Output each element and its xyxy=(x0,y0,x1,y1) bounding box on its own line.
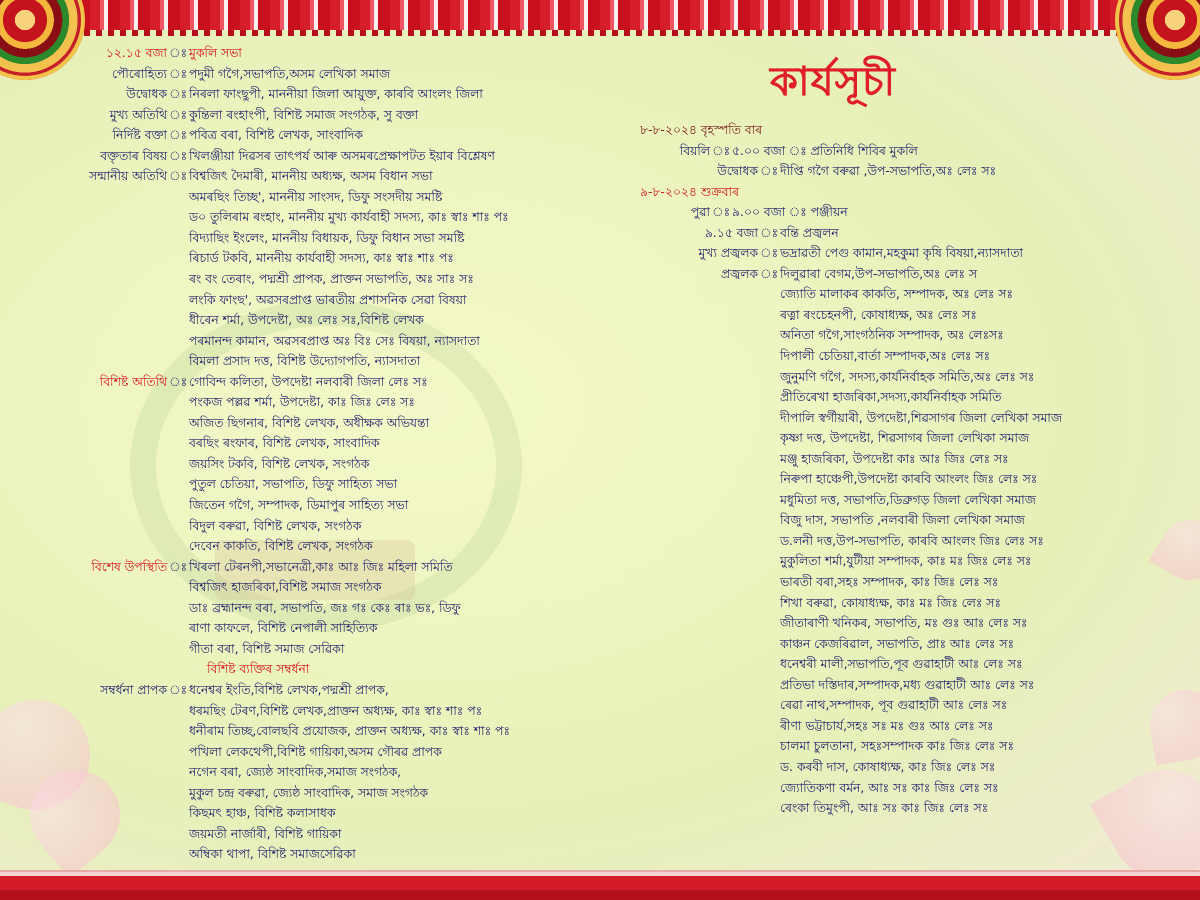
row-label: পুৱা xyxy=(690,205,710,220)
right-medallion-ornament xyxy=(1115,0,1200,80)
programme-row xyxy=(40,413,560,434)
schedule-row xyxy=(640,757,1160,778)
row-label: বিশিষ্ট অতিথি xyxy=(99,374,167,389)
colon-separator: ঃ xyxy=(168,169,188,184)
row-value: কাঞ্চন কেজৰিৱাল, সভাপতি, প্ৰাঃ আঃ লেঃ সঃ xyxy=(780,636,1015,651)
schedule-row xyxy=(640,798,1160,819)
row-value: ধীৰেন শৰ্মা, উপদেষ্টা, অঃ লেঃ সঃ,বিশিষ্ট লেখক xyxy=(189,313,424,328)
programme-row xyxy=(40,742,560,763)
row-value: জীতাৰাণী খনিকৰ, সভাপতি, মঃ গুঃ আঃ লেঃ সঃ xyxy=(780,616,1028,631)
programme-row xyxy=(40,433,560,454)
schedule-row xyxy=(640,223,1160,244)
schedule-row xyxy=(640,367,1160,388)
row-value: খিৰলা টেৰনপী,সভানেত্ৰী,কাঃ আঃ জিঃ মহিলা সমিতি xyxy=(189,559,453,574)
date-heading: ৮-৮-২০২৪ বৃহস্পতি বাৰ xyxy=(640,123,763,137)
programme-row xyxy=(40,228,560,249)
schedule-row xyxy=(640,716,1160,737)
row-value: ড. কৰবী দাস, কোষাধ্যক্ষ, কাঃ জিঃ লেঃ সঃ xyxy=(780,759,996,774)
schedule-row xyxy=(640,778,1160,799)
programme-row xyxy=(40,516,560,537)
row-value: জিতেন গগৈ, সম্পাদক, ডিমাপুৰ সাহিত্য সভা xyxy=(189,498,409,513)
programme-row xyxy=(40,310,560,331)
row-value: গীতা বৰা, বিশিষ্ট সমাজ সেৱিকা xyxy=(189,641,345,656)
row-value: অনিতা গগৈ,সাংগঠনিক সম্পাদক, অঃ লেঃসঃ xyxy=(780,328,1004,343)
row-value: চালমা চুলতানা, সহঃসম্পাদক কাঃ জিঃ লেঃ সঃ xyxy=(780,739,1014,754)
programme-row xyxy=(40,146,560,167)
programme-row xyxy=(40,557,560,578)
schedule-row xyxy=(640,572,1160,593)
row-value: জয়সিং টকবি, বিশিষ্ট লেখক, সংগঠক xyxy=(189,456,370,471)
colon-separator: ঃ xyxy=(711,205,731,220)
row-value: ৰং বং তেৰাং, পদ্মশ্ৰী প্ৰাপক, প্ৰাক্তন সভাপতি, অঃ সাঃ সঃ xyxy=(189,272,474,287)
row-value: কিছমৎ হাঞ্চ, বিশিষ্ট কলাসাধক xyxy=(189,806,336,821)
programme-row xyxy=(40,803,560,824)
row-label: পৌৰোহিত্য xyxy=(111,66,167,81)
row-value: বৰছিং ৰংফাৰ, বিশিষ্ট লেখক, সাংবাদিক xyxy=(189,436,380,451)
row-label: উদ্বোধক xyxy=(717,164,758,179)
row-value: জ্যোতিকণা বৰ্মন, আঃ সঃ কাঃ জিঃ লেঃ সঃ xyxy=(780,780,999,795)
programme-row xyxy=(40,824,560,845)
colon-separator: ঃ xyxy=(759,164,779,179)
schedule-row xyxy=(640,551,1160,572)
row-label: বিয়লি xyxy=(679,143,710,158)
programme-row xyxy=(40,105,560,126)
row-value: ৰেংকা তিমুংপী, আঃ সঃ কাঃ জিঃ লেঃ সঃ xyxy=(780,801,989,816)
row-value: দীপ্তি গগৈ বৰুৱা ,উপ-সভাপতি,অঃ লেঃ সঃ xyxy=(780,164,997,179)
row-value: দিলুৱাৰা বেগম,উপ-সভাপতি,অঃ লেঃ স xyxy=(780,266,978,281)
colon-separator: ঃ xyxy=(168,87,188,102)
row-label: মুখ্য প্ৰজ্বলক xyxy=(698,246,758,261)
row-value: নিৰুপা হাঞ্চেপী,উপদেষ্টা কাৰবি আংলং জিঃ লেঃ সঃ xyxy=(780,472,1038,487)
row-value: পৰমানন্দ কামান, অৱসৰপ্ৰাপ্ত অঃ বিঃ সেঃ বিষয়া, ন্যাসদাতা xyxy=(189,333,480,348)
row-label: মুখ্য অতিথি xyxy=(109,107,167,122)
programme-row xyxy=(40,372,560,393)
bottom-decorative-border xyxy=(0,870,1200,900)
schedule-row xyxy=(640,675,1160,696)
row-value: মুকুল চন্দ্ৰ বৰুৱা, জ্যেষ্ঠ সাংবাদিক, সমাজ সংগঠক xyxy=(189,785,429,800)
row-value: প্ৰীতিৰেখা হাজৰিকা,সদস্য,কাৰ্যনিৰ্বাহক সমিতি xyxy=(780,390,1002,405)
row-value: ৰাণা কাফলে, বিশিষ্ট নেপালী সাহিত্যিক xyxy=(189,621,378,636)
programme-row xyxy=(40,331,560,352)
row-value: ধনীৰাম তিচ্ছ,বোলছবি প্ৰযোজক, প্ৰাক্তন অধ্যক্ষ, কাঃ স্বাঃ শাঃ পঃ xyxy=(189,724,510,739)
row-value: জয়মতী নাৰ্জাৰী, বিশিষ্ট গায়িকা xyxy=(189,826,342,841)
row-value: দীপালি স্বৰ্গীয়াৰী, উপদেষ্টা,শিৱসাগৰ জিলা লেখিকা সমাজ xyxy=(780,410,1062,425)
row-value: অম্বিকা থাপা, বিশিষ্ট সমাজসেৱিকা xyxy=(189,847,356,862)
row-value: লংকি ফাংছ', অৱসৰপ্ৰাপ্ত ভাৰতীয় প্ৰশাসনিক সেৱা বিষয়া xyxy=(189,292,467,307)
colon-separator: ঃ xyxy=(759,225,779,240)
programme-row xyxy=(40,454,560,475)
programme-row xyxy=(40,536,560,557)
programme-row xyxy=(40,248,560,269)
programme-row xyxy=(40,351,560,372)
programme-row xyxy=(40,474,560,495)
schedule-row xyxy=(640,634,1160,655)
row-value: মুকলি সভা xyxy=(189,46,242,60)
programme-row xyxy=(40,269,560,290)
row-label: নিৰ্দিষ্ট বক্তা xyxy=(112,128,167,143)
schedule-row xyxy=(640,284,1160,305)
programme-row xyxy=(40,639,560,660)
programme-row xyxy=(40,598,560,619)
row-value: মুকুলিতা শৰ্মা,যুটীয়া সম্পাদক, কাঃ মঃ জিঃ লেঃ সঃ xyxy=(780,554,1032,569)
row-value: ধনেশ্বৰী মালী,সভাপতি,পূব গুৱাহাটী আঃ লেঃ সঃ xyxy=(780,657,1023,672)
row-label: সন্মানীয় অতিথি xyxy=(89,169,167,184)
row-value: বিমলা প্ৰসাদ দত্ত, বিশিষ্ট উদ্যোগপতি, ন্যাসদাতা xyxy=(189,354,421,369)
programme-row xyxy=(40,207,560,228)
colon-separator: ঃ xyxy=(168,107,188,122)
programme-row xyxy=(40,680,560,701)
left-programme-column xyxy=(40,43,560,865)
colon-separator: ঃ xyxy=(168,66,188,81)
schedule-row xyxy=(640,305,1160,326)
schedule-row xyxy=(640,387,1160,408)
row-value: পদুমী গগৈ,সভাপতি,অসম লেখিকা সমাজ xyxy=(189,66,390,81)
row-label: ৯.১৫ বজা xyxy=(704,225,758,240)
row-value: ৫.০০ বজা ঃ প্ৰতিনিধি শিবিৰ মুকলি xyxy=(732,143,918,158)
row-value: বিদুল বৰুৱা, বিশিষ্ট লেখক, সংগঠক xyxy=(189,518,362,533)
schedule-row xyxy=(640,264,1160,285)
right-programme-column xyxy=(640,120,1160,819)
row-value: নিৰলা ফাংছুপী, মাননীয়া জিলা আয়ুক্ত, কাৰবি আংলং জিলা xyxy=(189,87,483,102)
row-value: অমৰছিং তিচ্ছ', মাননীয় সাংসদ, ডিফু সংসদীয় সমষ্টি xyxy=(189,189,443,204)
row-value: ড০ তুলিৰাম ৰংহাং, মাননীয় মুখ্য কাৰ্যবাহী সদস্য, কাঃ স্বাঃ শাঃ পঃ xyxy=(189,210,509,225)
programme-row xyxy=(40,762,560,783)
schedule-row xyxy=(640,736,1160,757)
colon-separator: ঃ xyxy=(168,46,188,60)
row-value: মঞ্জু হাজৰিকা, উপদেষ্টা কাঃ আঃ জিঃ লেঃ সঃ xyxy=(780,451,1009,466)
row-value: বিজু দাস, সভাপতি ,নলবাৰী জিলা লেখিকা সমাজ xyxy=(780,513,1025,528)
colon-separator: ঃ xyxy=(168,148,188,163)
schedule-row xyxy=(640,346,1160,367)
schedule-row xyxy=(640,408,1160,429)
programme-row xyxy=(40,290,560,311)
programme-row xyxy=(40,701,560,722)
programme-row xyxy=(40,495,560,516)
row-value: ভদ্ৰাৱতী পেগু কামান,মহকুমা কৃষি বিষয়া,ন্যাসদাতা xyxy=(780,246,1023,261)
row-value: ভাৰতী বৰা,সহঃ সম্পাদক, কাঃ জিঃ লেঃ সঃ xyxy=(780,575,999,590)
schedule-row xyxy=(640,613,1160,634)
schedule-row xyxy=(640,654,1160,675)
row-value: ৰীণা ভট্টাচাৰ্য,সহঃ সঃ মঃ গুঃ আঃ লেঃ সঃ xyxy=(780,718,994,733)
schedule-row xyxy=(640,469,1160,490)
schedule-row xyxy=(640,428,1160,449)
row-value: পুতুল চেতিয়া, সভাপতি, ডিফু সাহিত্য সভা xyxy=(189,477,398,492)
row-value: পখিলা লেকথেপী,বিশিষ্ট গায়িকা,অসম গৌৰৱ প্ৰাপক xyxy=(189,744,442,759)
row-value: বন্তি প্ৰজ্বলন xyxy=(780,225,839,240)
row-label: প্ৰজ্বলক xyxy=(720,266,758,281)
programme-row xyxy=(40,187,560,208)
row-value: পংকজ পল্লৱ শৰ্মা, উপদেষ্টা, কাঃ জিঃ লেঃ সঃ xyxy=(189,395,415,410)
programme-row xyxy=(40,844,560,865)
schedule-row xyxy=(640,161,1160,182)
row-value: নগেন বৰা, জ্যেষ্ঠ সাংবাদিক,সমাজ সংগঠক, xyxy=(189,765,402,780)
row-label: সম্বৰ্ধনা প্ৰাপক xyxy=(100,682,167,697)
top-decorative-border xyxy=(0,0,1200,30)
row-value: ধৰমছিং টেৰণ,বিশিষ্ট লেখক,প্ৰাক্তন অধ্যক্ষ, কাঃ স্বাঃ শাঃ পঃ xyxy=(189,703,483,718)
programme-row xyxy=(40,783,560,804)
row-label: বিশেষ উপস্থিতি xyxy=(91,559,167,574)
schedule-row xyxy=(640,449,1160,470)
programme-row xyxy=(40,721,560,742)
date-heading: ৯-৮-২০২৪ শুক্ৰবাৰ xyxy=(640,184,739,199)
row-value: দেবেন কাকতি, বিশিষ্ট লেখক, সংগঠক xyxy=(189,539,373,554)
colon-separator: ঃ xyxy=(168,374,188,389)
row-value: বিশ্বজিৎ হাজৰিকা,বিশিষ্ট সমাজ সংগঠক xyxy=(189,580,382,595)
row-value: দিপালী চেতিয়া,বাৰ্তা সম্পাদক,অঃ লেঃ সঃ xyxy=(780,349,991,364)
row-value: গোবিন্দ কলিতা, উপদেষ্টা নলবাৰী জিলা লেঃ সঃ xyxy=(189,374,428,389)
schedule-row xyxy=(640,531,1160,552)
row-value: খিলঞ্জীয়া দিৱসৰ তাৎপৰ্য আৰু অসমৰপ্ৰেক্ষাপটত ইয়াৰ বিশ্লেষণ xyxy=(189,148,495,163)
schedule-row xyxy=(640,510,1160,531)
schedule-row xyxy=(640,243,1160,264)
row-value: অজিত ছিগনাৰ, বিশিষ্ট লেখক, অধীক্ষক অভিযন্তা xyxy=(189,415,430,430)
row-value: পবিত্ৰ বৰা, বিশিষ্ট লেখক, সাংবাদিক xyxy=(189,128,363,143)
colon-separator: ঃ xyxy=(759,266,779,281)
schedule-row xyxy=(640,490,1160,511)
section-subheading: বিশিষ্ট ব্যক্তিৰ সম্বৰ্ধনা xyxy=(207,662,310,677)
colon-separator: ঃ xyxy=(759,246,779,261)
page-title: কাৰ্যসূচী xyxy=(770,59,897,105)
row-value: বিশ্বজিৎ দৈমাৰী, মাননীয় অধ্যক্ষ, অসম বিধান সভা xyxy=(189,169,433,184)
row-value: জ্যোতি মালাকৰ কাকতি, সম্পাদক, অঃ লেঃ সঃ xyxy=(780,287,1013,302)
programme-row xyxy=(40,618,560,639)
programme-row xyxy=(40,84,560,105)
schedule-row xyxy=(640,141,1160,162)
schedule-row xyxy=(640,202,1160,223)
row-value: ৰেৱা নাথ,সম্পাদক, পূব গুৱাহাটী আঃ লেঃ সঃ xyxy=(780,698,1008,713)
schedule-row xyxy=(640,695,1160,716)
row-value: মধুমিতা দত্ত, সভাপতি,ডিব্ৰুগড় জিলা লেখিকা সমাজ xyxy=(780,492,1036,507)
row-value: ধনেশ্বৰ ইংতি,বিশিষ্ট লেখক,পদ্মশ্ৰী প্ৰাপক, xyxy=(189,682,389,697)
programme-row xyxy=(40,577,560,598)
row-value: শিখা বৰুৱা, কোষাধ্যক্ষ, কাঃ মঃ জিঃ লেঃ সঃ xyxy=(780,595,1001,610)
row-value: প্ৰতিভা দস্তিদাৰ,সম্পাদক,মধ্য গুৱাহাটী আঃ লেঃ সঃ xyxy=(780,677,1035,692)
colon-separator: ঃ xyxy=(168,128,188,143)
row-label: ১২.১৫ বজা xyxy=(105,46,167,60)
colon-separator: ঃ xyxy=(711,143,731,158)
row-value: কুন্তিলা ৰংহাংপী, বিশিষ্ট সমাজ সংগঠক, সু বক্তা xyxy=(189,107,419,122)
programme-row xyxy=(40,392,560,413)
colon-separator: ঃ xyxy=(168,682,188,697)
schedule-row xyxy=(640,593,1160,614)
row-value: বিদ্যাছিং ইংলেং, মাননীয় বিধায়ক, ডিফু বিধান সভা সমষ্টি xyxy=(189,230,465,245)
programme-row xyxy=(40,125,560,146)
programme-row xyxy=(40,166,560,187)
row-label: উদ্বোধক xyxy=(126,87,167,102)
programme-row xyxy=(40,43,560,64)
row-value: কৃষ্ণা দত্ত, উপদেষ্টা, শিৱসাগৰ জিলা লেখিকা সমাজ xyxy=(780,431,1029,446)
row-value: ৯.০০ বজা ঃ পঞ্জীয়ন xyxy=(732,205,848,220)
row-value: জুনুমণি গগৈ, সদস্য,কাৰ্যনিৰ্বাহক সমিতি,অঃ লেঃ সঃ xyxy=(780,369,1035,384)
row-value: ডাঃ ব্ৰহ্মানন্দ বৰা, সভাপতি, জঃ গঃ কেঃ ৰাঃ ভঃ, ডিফু xyxy=(189,600,461,615)
schedule-row xyxy=(640,325,1160,346)
row-value: ড.লনী দত্ত,উপ-সভাপতি, কাৰবি আংলং জিঃ লেঃ সঃ xyxy=(780,533,1044,548)
row-value: ৰিচাৰ্ড টকবি, মাননীয় কাৰ্যবাহী সদস্য, কাঃ স্বাঃ শাঃ পঃ xyxy=(189,251,454,266)
programme-row xyxy=(40,64,560,85)
row-value: ৰত্না ৰংচেহনপী, কোষাধ্যক্ষ, অঃ লেঃ সঃ xyxy=(780,307,977,322)
colon-separator: ঃ xyxy=(168,559,188,574)
row-label: বক্তৃতাৰ বিষয় xyxy=(100,148,167,163)
